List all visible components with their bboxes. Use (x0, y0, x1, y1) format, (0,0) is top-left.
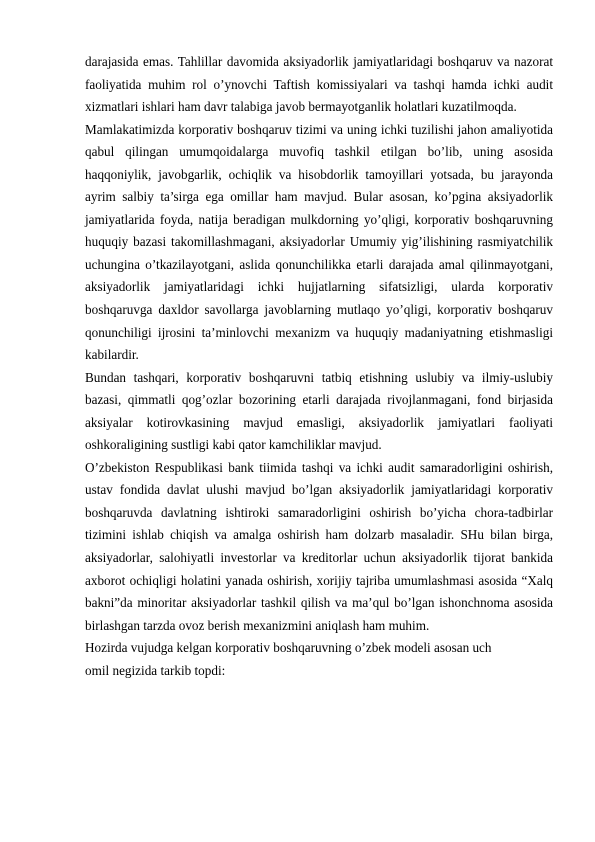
paragraph-shortcomings: Bundan tashqari, korporativ boshqaruvni tatbiq etishning uslubiy va ilmiy-uslubiy bazasi, qimmatli qog’ozlar bozorining etarli darajada rivojlanmagani, fond birjasida aksiyalar kotirovkasining mavjud emasligi, aksiyadorlik jamiyatlari faoliyati oshkoraligining sustligi kabi qator kamchiliklar mavjud. (85, 369, 553, 453)
paragraph-intro-continuation: darajasida emas. Tahlillar davomida aksiyadorlik jamiyatlaridagi boshqaruv va nazorat faoliyatida muhim rol o’ynovchi Taftish komissiyalari va tashqi hamda ichki audit xizmatlari ishlari ham davr talabiga javob bermayotganlik holatlari kuzatilmoqda. (85, 54, 553, 115)
paragraph-corporate-governance-system: Mamlakatimizda korporativ boshqaruv tizimi va uning ichki tuzilishi jahon amaliyotida qabul qilingan umumqoidalarga muvofiq tashkil etilgan bo’lib, uning asosida haqqoniylik, javobgarlik, ochiqlik va hisobdorlik tamoyillari yotsada, bu jarayonda ayrim salbiy ta’sirga ega omillar ham mavjud. Bular asosan, ko’pgina aksiyadorlik jamiyatlarida foyda, natija beradigan mulkdorning yo’qligi, korporativ boshqaruvning huquqiy bazasi takomillashmagani, aksiyadorlar Umumiy yig’ilishining rasmiyatchilik uchungina o’tkazilayotgani, aslida qonunchilikka etarli darajada amal qilinmayotgani, aksiyadorlik jamiyatlaridagi ichki hujjatlarning sifatsizligi, ularda korporativ boshqaruvga daxldor savollarga javoblarning mutlaqo yo’qligi, korporativ boshqaruv qonunchiligi ijrosini ta’minlovchi mexanizm va huquqiy madaniyatning etishmasligi kabilardir. (85, 121, 553, 363)
paragraph-uzbek-model: Hozirda vujudga kelgan korporativ boshqaruvning o’zbek modeli asosan uch (85, 640, 492, 656)
document-body (85, 51, 553, 682)
paragraph-factors: omil negizida tarkib topdi: (85, 662, 226, 678)
paragraph-audit-efficiency: O’zbekiston Respublikasi bank tiimida tashqi va ichki audit samaradorligini oshirish, ustav fondida davlat ulushi mavjud bo’lgan aksiyadorlik jamiyatlaridagi korporativ boshqaruvda davlatning ishtiroki samaradorligini oshirish bo’yicha chora-tadbirlar tizimini ishlab chiqish va amalga oshirish ham dolzarb masaladir. SHu bilan birga, aksiyadorlar, salohiyatli investorlar va kreditorlar uchun aksiyadorlik tijorat bankida axborot ochiqligi holatini yanada oshirish, xorijiy tajriba umumlashmasi asosida “Xalq bakni”da minoritar aksiyadorlar tashkil qilish va ma’qul bo’lgan ishonchnoma asosida birlashgan tarzda ovoz berish mexanizmini aniqlash ham muhim. (85, 459, 553, 633)
